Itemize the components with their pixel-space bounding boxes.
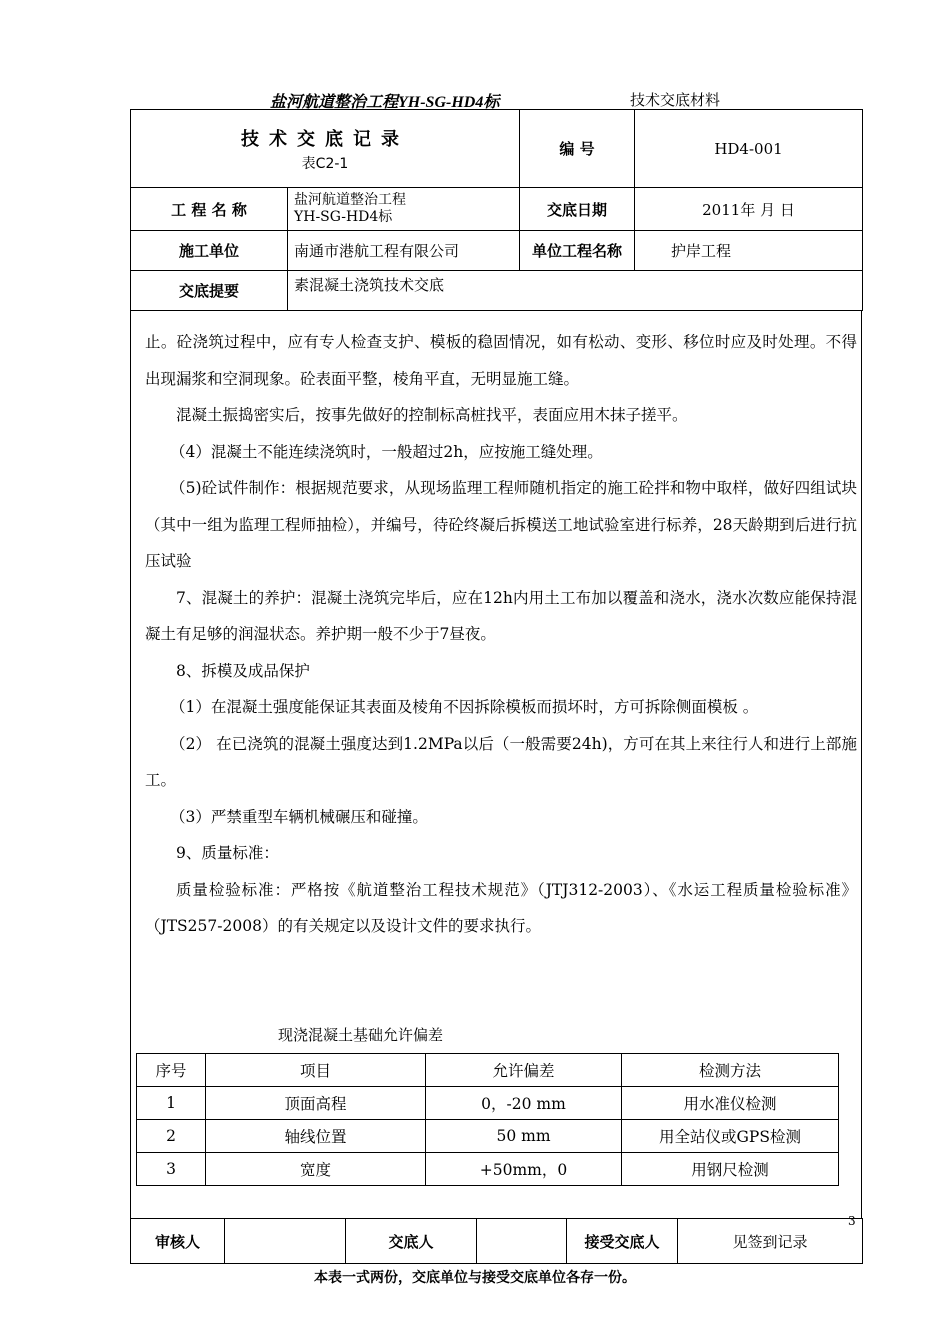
header-doc-type: 技术交底材料 [630,91,721,109]
subunit-value: 护岸工程 [635,231,863,271]
reviewer-signature-field[interactable] [225,1219,346,1264]
number-label: 编 号 [520,110,635,188]
paragraph: 9、质量标准： [176,844,279,862]
summary-label: 交底提要 [131,271,288,311]
table-header-cell: 项目 [206,1054,426,1087]
summary-value: 素混凝土浇筑技术交底 [288,271,863,311]
paragraph: 止。砼浇筑过程中，应有专人检查支护、模板的稳固情况，如有松动、变形、移位时应及时处理。不得出现漏浆和空洞现象。砼表面平整，棱角平直，无明显施工缝。 [145,333,857,388]
paragraph: （4）混凝土不能连续浇筑时，一般超过2h，应按施工缝处理。 [170,442,603,461]
paragraph: 7、混凝土的养护：混凝土浇筑完毕后，应在12h内用土工布加以覆盖和浇水，浇水次数应能保持混凝土有足够的润湿状态。养护期一般不少于7昼夜。 [145,588,857,643]
table-cell: 50 mm [426,1120,622,1153]
table-cell: 顶面高程 [206,1087,426,1120]
receiver-value: 见签到记录 [678,1219,863,1264]
table-row [137,1120,839,1153]
project-value-line1: 盐河航道整治工程 [294,192,406,208]
number-value: HD4-001 [635,110,863,188]
deviation-table-title: 现浇混凝土基础允许偏差 [278,1026,444,1044]
table-cell: 2 [137,1120,206,1153]
paragraph: 混凝土振捣密实后，按事先做好的控制标高桩找平，表面应用木抹子搓平。 [176,406,688,424]
disclosure-header-table [130,109,863,311]
table-header-cell: 检测方法 [622,1054,839,1087]
paragraph: （3）严禁重型车辆机械碾压和碰撞。 [170,807,428,826]
form-title: 技术交底记录 [241,128,409,150]
paragraph: 质量检验标准：严格按《航道整治工程技术规范》（JTJ312-2003）、《水运工程质量检验标准》（JTS257-2008）的有关规定以及设计文件的要求执行。 [145,880,857,935]
project-value-line2: YH-SG-HD4标 [294,209,393,225]
receiver-label: 接受交底人 [567,1219,678,1264]
signature-table [130,1218,863,1264]
table-header-cell: 允许偏差 [426,1054,622,1087]
paragraph: （5)砼试件制作：根据规范要求，从现场监理工程师随机指定的施工砼拌和物中取样，做好四组试块（其中一组为监理工程师抽检），并编号，待砼终凝后拆模送工地试验室进行标养，28天龄期到后进行抗压试验 [145,479,857,570]
table-cell: 轴线位置 [206,1120,426,1153]
date-value: 2011年 月 日 [635,188,863,231]
table-cell: 用钢尺检测 [622,1153,839,1186]
form-subtitle: 表C2-1 [301,155,349,172]
deviation-table [136,1053,839,1186]
table-row [137,1153,839,1186]
footer-note: 本表一式两份，交底单位与接受交底单位各存一份。 [314,1270,636,1286]
table-row [137,1087,839,1120]
table-cell: 用水准仪检测 [622,1087,839,1120]
disclosure-content [145,324,857,945]
subunit-label: 单位工程名称 [520,231,635,271]
form-title-cell [131,110,520,188]
unit-label: 施工单位 [131,231,288,271]
table-header-row [137,1054,839,1087]
discloser-signature-field[interactable] [477,1219,567,1264]
header-project-title: 盐河航道整治工程YH-SG-HD4标 [270,94,500,111]
page-number: 3 [848,1214,856,1228]
table-cell: +50mm，0 [426,1153,622,1186]
table-cell: 宽度 [206,1153,426,1186]
table-cell: 3 [137,1153,206,1186]
discloser-label: 交底人 [346,1219,477,1264]
table-header-cell: 序号 [137,1054,206,1087]
project-value [288,188,520,231]
table-cell: 1 [137,1087,206,1120]
paragraph: （2） 在已浇筑的混凝土强度达到1.2MPa以后（一般需要24h)，方可在其上来往行人和进行上部施工。 [145,734,857,789]
paragraph: 8、拆模及成品保护 [176,661,310,680]
table-cell: 0，-20 mm [426,1087,622,1120]
project-label: 工 程 名 称 [131,188,288,231]
date-label: 交底日期 [520,188,635,231]
paragraph: （1）在混凝土强度能保证其表面及棱角不因拆除模板而损坏时，方可拆除侧面模板 。 [170,698,759,716]
table-cell: 用全站仪或GPS检测 [622,1120,839,1153]
unit-value: 南通市港航工程有限公司 [288,231,520,271]
reviewer-label: 审核人 [131,1219,225,1264]
